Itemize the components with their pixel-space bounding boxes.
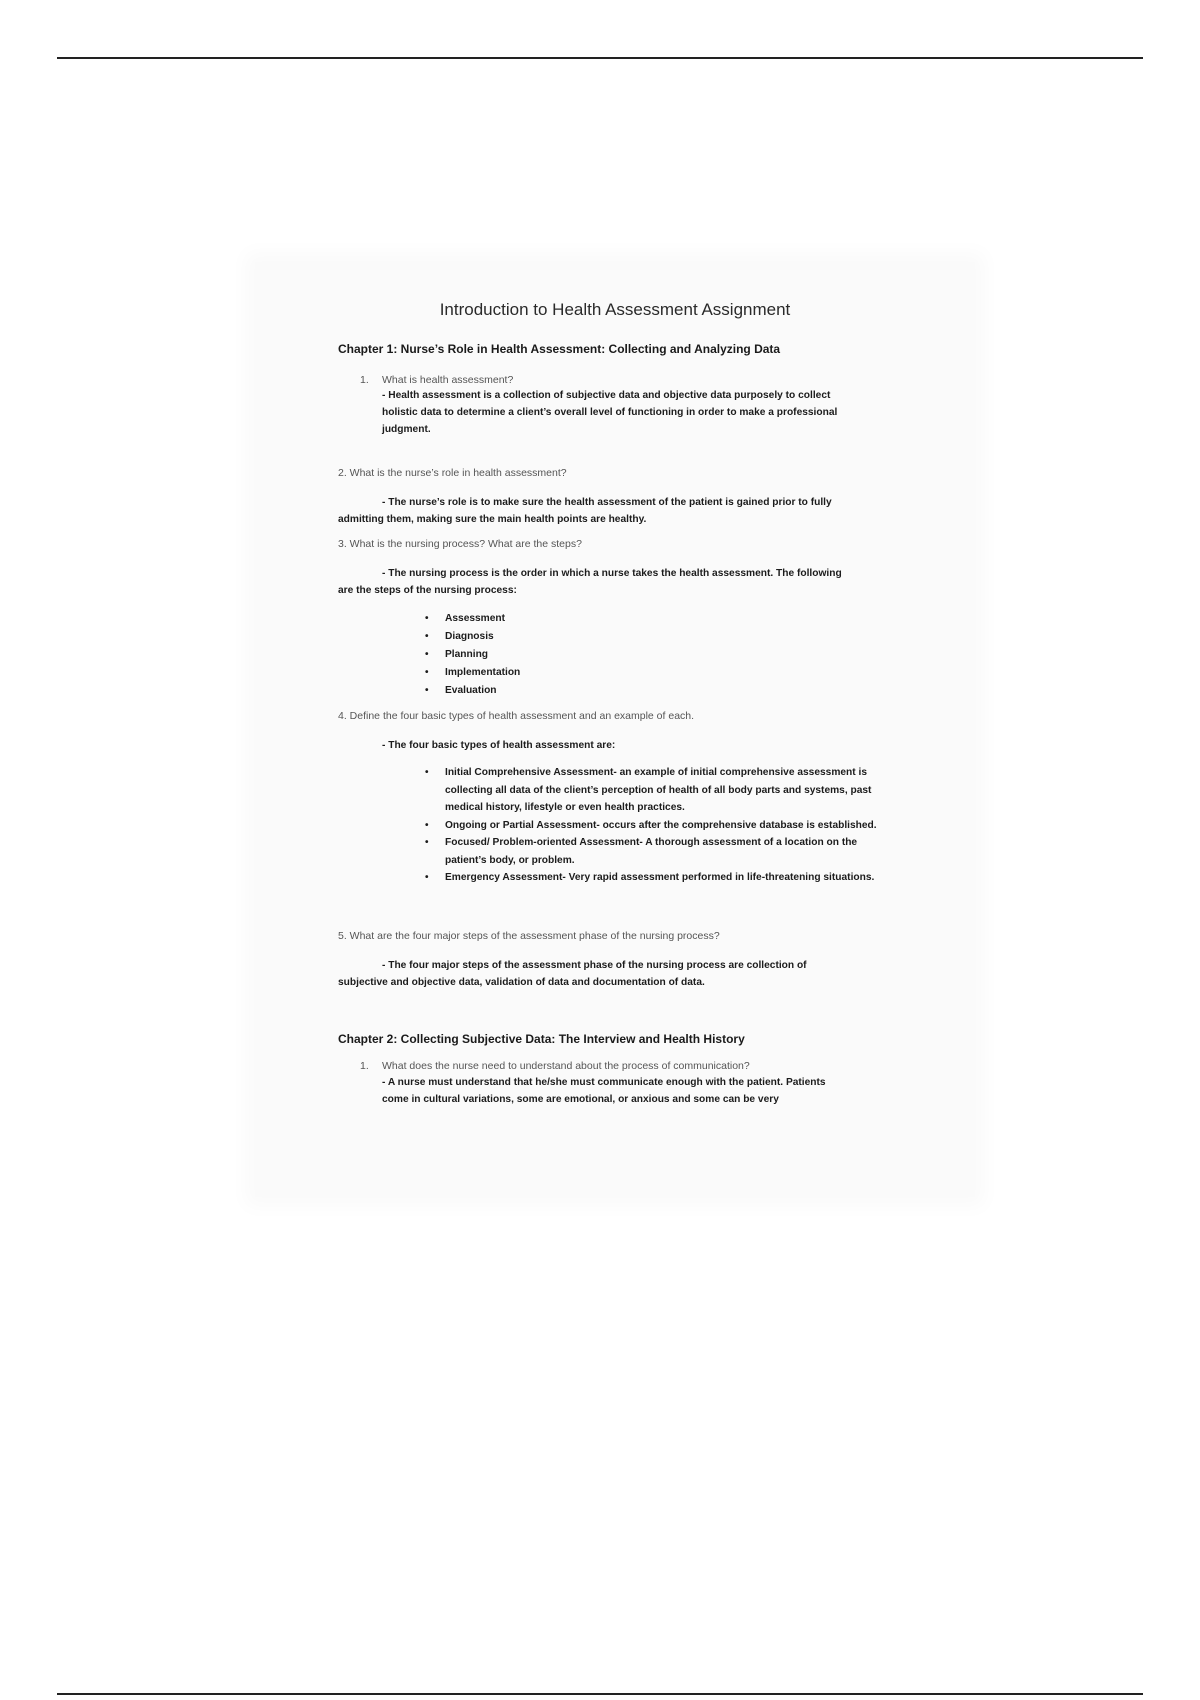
ch2-answer-1 xyxy=(382,1074,826,1108)
ch1-answer-3-line: - The nursing process is the order in which a nurse takes the health assessment. The following xyxy=(382,568,842,579)
assessment-types-list xyxy=(425,764,900,887)
list-item: • Emergency Assessment- Very rapid assessment performed in life-threatening situations. xyxy=(425,869,900,887)
ch2-question-1-number: 1. xyxy=(360,1060,369,1072)
list-item: • Implementation xyxy=(425,664,520,682)
bullet-icon: • xyxy=(425,767,429,778)
document-page-image xyxy=(255,262,975,1197)
ch1-question-5: 5. What are the four major steps of the assessment phase of the nursing process? xyxy=(338,930,720,942)
ch2-question-1 xyxy=(360,1060,750,1072)
ch1-answer-3 xyxy=(338,565,842,599)
ch1-answer-5-line: subjective and objective data, validation of data and documentation of data. xyxy=(338,977,705,988)
ch2-question-1-text: What does the nurse need to understand about the process of communication? xyxy=(382,1060,750,1072)
list-item: • Focused/ Problem-oriented Assessment- A thorough assessment of a location on the patient’s body, or problem. xyxy=(425,834,900,869)
list-item: • Planning xyxy=(425,646,520,664)
ch1-answer-1-line: judgment. xyxy=(382,424,431,435)
ch1-question-3: 3. What is the nursing process? What are the steps? xyxy=(338,538,582,550)
ch1-question-2: 2. What is the nurse’s role in health assessment? xyxy=(338,467,567,479)
top-rule xyxy=(57,57,1143,59)
ch1-answer-2-line: admitting them, making sure the main health points are healthy. xyxy=(338,514,647,525)
list-item: • Assessment xyxy=(425,610,520,628)
ch1-answer-3-line: are the steps of the nursing process: xyxy=(338,585,517,596)
ch1-answer-4-intro: - The four basic types of health assessment are: xyxy=(382,740,616,751)
list-item: • Evaluation xyxy=(425,682,520,700)
nursing-process-steps-list xyxy=(425,610,520,700)
ch1-answer-2 xyxy=(338,494,832,528)
ch1-question-4: 4. Define the four basic types of health assessment and an example of each. xyxy=(338,710,695,722)
chapter-2-heading: Chapter 2: Collecting Subjective Data: The Interview and Health History xyxy=(338,1032,745,1046)
list-item: • Diagnosis xyxy=(425,628,520,646)
bullet-icon: • xyxy=(425,613,429,624)
ch2-answer-1-line: - A nurse must understand that he/she must communicate enough with the patient. Patients xyxy=(382,1077,826,1088)
ch1-question-1-text: What is health assessment? xyxy=(382,374,514,386)
bullet-icon: • xyxy=(425,837,429,848)
ch1-question-1-number: 1. xyxy=(360,374,369,386)
bullet-icon: • xyxy=(425,649,429,660)
bullet-icon: • xyxy=(425,631,429,642)
document-title: Introduction to Health Assessment Assignment xyxy=(439,300,791,319)
document-content xyxy=(255,262,975,1197)
ch1-answer-5 xyxy=(338,957,807,991)
list-item: • Initial Comprehensive Assessment- an example of initial comprehensive assessment is collecting all data of the client’s perception of health of all body parts and systems, past medical history, lifestyle or even health practices. xyxy=(425,764,900,817)
bullet-icon: • xyxy=(425,667,429,678)
ch1-answer-5-line: - The four major steps of the assessment phase of the nursing process are collection of xyxy=(382,960,807,971)
bullet-icon: • xyxy=(425,872,429,883)
ch1-answer-2-line: - The nurse’s role is to make sure the health assessment of the patient is gained prior to fully xyxy=(382,497,832,508)
ch1-answer-1-line: - Health assessment is a collection of subjective data and objective data purposely to collect xyxy=(382,390,831,401)
bottom-rule xyxy=(57,1693,1143,1695)
ch1-answer-1-line: holistic data to determine a client’s overall level of functioning in order to make a professional xyxy=(382,407,838,418)
ch2-answer-1-line: come in cultural variations, some are emotional, or anxious and some can be very xyxy=(382,1094,779,1105)
ch1-answer-1 xyxy=(382,387,837,438)
list-item: • Ongoing or Partial Assessment- occurs after the comprehensive database is established. xyxy=(425,817,900,835)
bullet-icon: • xyxy=(425,819,429,831)
chapter-1-heading: Chapter 1: Nurse’s Role in Health Assessment: Collecting and Analyzing Data xyxy=(338,342,781,356)
bullet-icon: • xyxy=(425,685,429,696)
ch1-question-1 xyxy=(360,374,513,386)
